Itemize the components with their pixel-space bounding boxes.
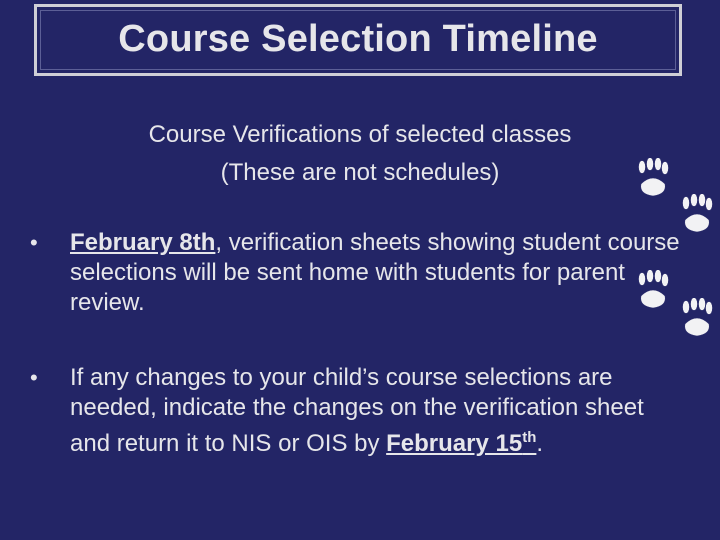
bullet-end: . <box>536 430 544 457</box>
page-title: Course Selection Timeline <box>118 17 598 60</box>
bullet-dot: • <box>30 365 38 390</box>
bullet-body: If any changes to your child’s course selections are needed, indicate the changes on the verification sheet and return it to NIS or OIS by <box>70 364 644 457</box>
paw-print-icon <box>636 158 670 198</box>
date-main: February 15 <box>386 430 523 457</box>
subtitle-line-1: Course Verifications of selected classes <box>148 121 572 148</box>
paw-print-icon <box>680 194 714 234</box>
date-highlight: February 8th <box>70 229 216 256</box>
date-highlight <box>386 430 536 457</box>
title-box <box>34 4 682 76</box>
subtitle <box>0 116 720 192</box>
bullet-dot: • <box>30 230 38 255</box>
bullet-item <box>30 228 680 318</box>
date-suffix: th <box>522 429 537 446</box>
subtitle-line-2: (These are not schedules) <box>220 159 500 186</box>
bullet-item <box>30 363 680 459</box>
bullet-body: , verification sheets showing student course selections will be sent home with students for parent review. <box>70 229 680 316</box>
bullet-text <box>70 363 680 459</box>
bullet-text <box>70 228 680 318</box>
paw-print-icon <box>680 298 714 338</box>
bullet-list <box>30 228 680 504</box>
